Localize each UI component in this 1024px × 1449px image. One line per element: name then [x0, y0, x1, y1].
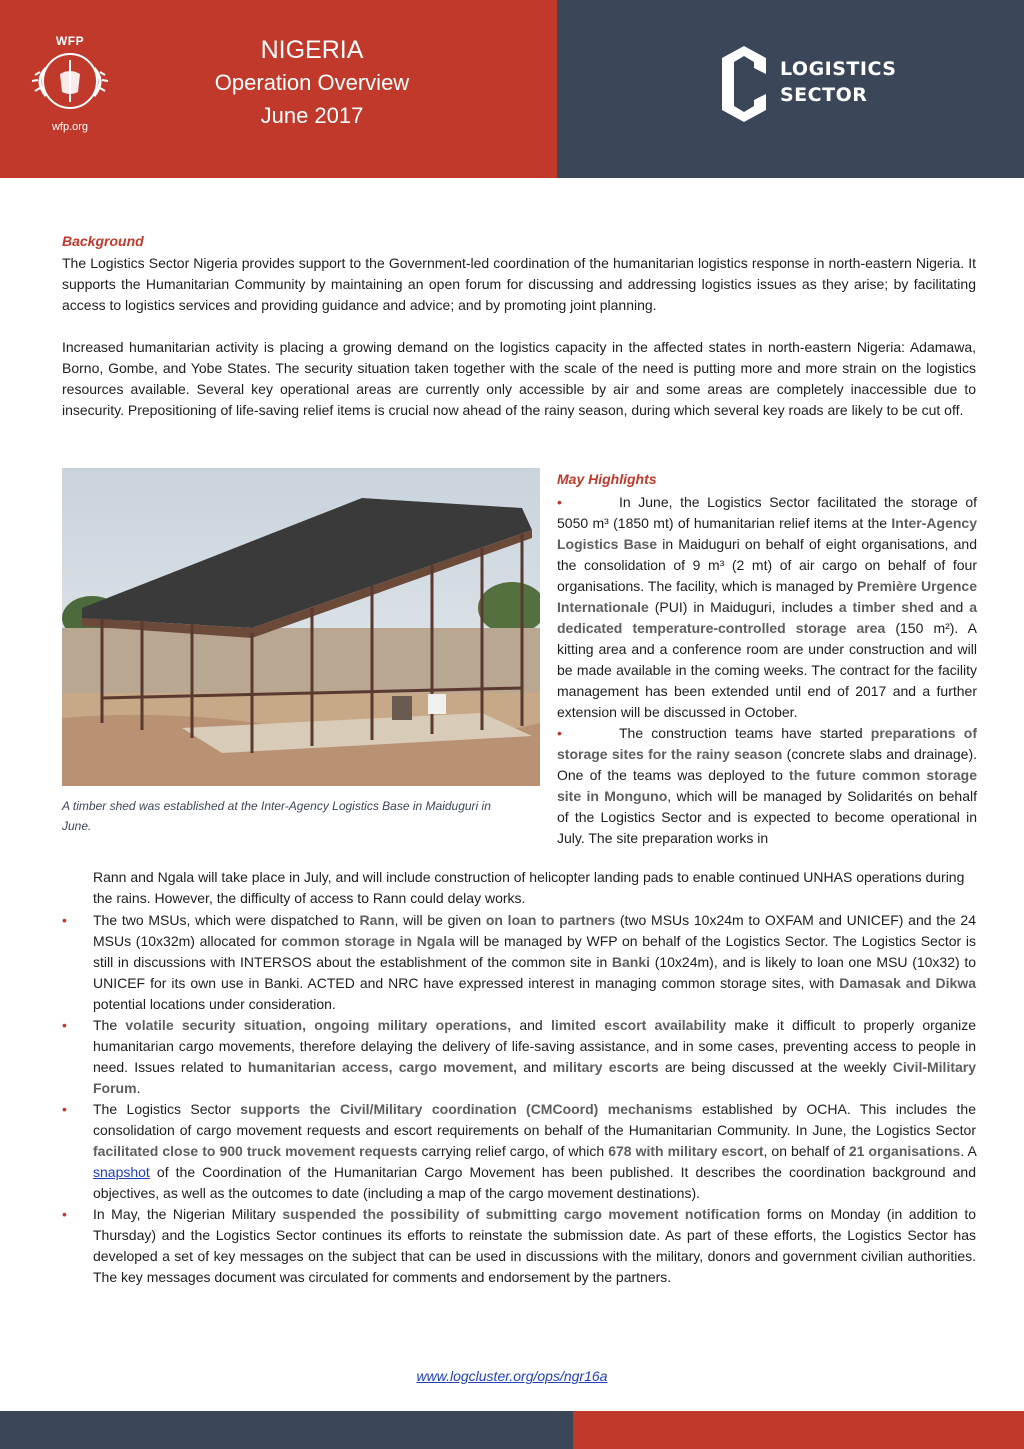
bullet-icon: • — [62, 1101, 67, 1117]
highlight-bullet-3: • The two MSUs, which were dispatched to Rann, will be given on loan to partners (two MSUs 10x24m to OXFAM and UNICEF) and the 24 MSUs (10x32m) allocated for common storage in Ngala will be managed by WFP on behalf of the Logistics Sector. The Logistics Sector is still in discussions with INTERSOS about the establishment of the common site in Banki (10x24m), and is likely to loan one MSU (10x32) to UNICEF for its own use in Banki. ACTED and NRC have expressed interest in managing common storage sites, with Damasak and Dikwa potential locations under consideration. — [62, 912, 977, 1012]
logistics-sector-logo — [718, 44, 897, 124]
wfp-logo-text: WFP — [55, 34, 85, 48]
wfp-logo — [26, 34, 114, 138]
report-date: June 2017 — [260, 103, 364, 128]
background-paragraph-2: Increased humanitarian activity is placing a growing demand on the logistics capacity in the affected states in north-eastern Nigeria: Adamawa, Borno, Gombe, and Yobe States. The security situation taken together with the scale of the need is putting more and more strain on the logistics resources available. Several key operational areas are currently only accessible by air and some areas are completely inaccessible due to insecurity. Prepositioning of life-saving relief items is crucial now ahead of the rainy season, during which several key roads are likely to be cut off. — [62, 339, 976, 418]
header-banner — [0, 0, 1024, 178]
highlights-heading: May Highlights — [557, 471, 657, 487]
background-paragraph-1: The Logistics Sector Nigeria provides support to the Government-led coordination of the humanitarian logistics response in north-eastern Nigeria. It supports the Humanitarian Community by maintaining an open forum for discussing and addressing logistics issues as they arise; by facilitating access to logistics services and providing guidance and advice; and by promoting joint planning. — [62, 255, 976, 313]
bullet-icon: • — [62, 912, 67, 928]
highlight-bullet-6: • In May, the Nigerian Military suspended the possibility of submitting cargo movement notification forms on Monday (in addition to Thursday) and the Logistics Sector continues its efforts to reinstate the submission date. As part of these efforts, the Logistics Sector has developed a set of key messages on the subject that can be used in discussions with the military, donors and government civilian authorities. The key messages document was circulated for comments and endorsement by the partners. — [62, 1206, 977, 1285]
background-heading: Background — [62, 233, 144, 249]
photo-caption: A timber shed was established at the Inter-Agency Logistics Base in Maiduguri in June. — [62, 799, 491, 833]
bullet-icon: • — [557, 725, 562, 741]
country-title: NIGERIA — [260, 36, 364, 64]
logcluster-link[interactable]: www.logcluster.org/ops/ngr16a — [416, 1368, 608, 1384]
highlight-bullet-1: • In June, the Logistics Sector facilitated the storage of 5050 m³ (1850 mt) of humanitarian relief items at the Inter-Agency Logistics Base in Maiduguri on behalf of eight organisations, and the consolidation of 9 m³ (2 mt) of air cargo on behalf of four organisations. The facility, which is managed by Première Urgence Internationale (PUI) in Maiduguri, includes a timber shed and a dedicated temperature-controlled storage area (150 m²). A kitting area and a conference room are under construction and will be made available in the coming weeks. The contract for the facility management has been extended until end of 2017 and a further extension will be discussed in October. — [557, 494, 977, 720]
highlight-bullet-5: • The Logistics Sector supports the Civil/Military coordination (CMCoord) mechanisms established by OCHA. This includes the consolidation of cargo movement requests and escort requirements on behalf of the Humanitarian Community. In June, the Logistics Sector facilitated close to 900 truck movement requests carrying relief cargo, of which 678 with military escort, on behalf of 21 organisations. A snapshot of the Coordination of the Humanitarian Cargo Movement has been published. It describes the coordination background and objectives, as well as the outcomes to date (including a map of the cargo movement destinations). — [62, 1101, 977, 1201]
footer-url-container — [0, 1368, 1024, 1384]
timber-shed-photo — [62, 468, 540, 786]
wfp-url-text: wfp.org — [51, 121, 89, 133]
highlights-column — [557, 469, 977, 849]
bullet-icon: • — [62, 1017, 67, 1033]
highlight-bullet-2-continued: Rann and Ngala will take place in July, and will include construction of helicopter landing pads to enable continued UNHAS operations during the rains. However, the difficulty of access to Rann could delay works. — [93, 869, 965, 906]
highlight-bullet-4: • The volatile security situation, ongoing military operations, and limited escort availability make it difficult to properly organize humanitarian cargo movements, therefore delaying the delivery of life-saving assistance, and in some cases, preventing access to people in need. Issues related to humanitarian access, cargo movement, and military escorts are being discussed at the weekly Civil-Military Forum. — [62, 1017, 977, 1096]
title-block — [170, 34, 454, 132]
highlight-bullet-2: • The construction teams have started preparations of storage sites for the rainy season (concrete slabs and drainage). One of the teams was deployed to the future common storage site in Monguno, which will be managed by Solidarités on behalf of the Logistics Sector and is expected to become operational in July. The site preparation works in — [557, 725, 977, 846]
snapshot-link[interactable]: snapshot — [93, 1164, 150, 1180]
report-subtitle: Operation Overview — [214, 70, 410, 95]
footer-dark-bar — [0, 1411, 573, 1449]
logistics-cube-icon — [718, 44, 772, 124]
logistics-sector-wordmark: LOGISTICS SECTOR — [780, 58, 897, 106]
bullet-icon: • — [62, 1206, 67, 1222]
footer-red-bar — [573, 1411, 1024, 1449]
bullet-icon: • — [557, 494, 562, 510]
highlights-list — [62, 910, 976, 1288]
wfp-emblem-icon — [26, 48, 114, 114]
